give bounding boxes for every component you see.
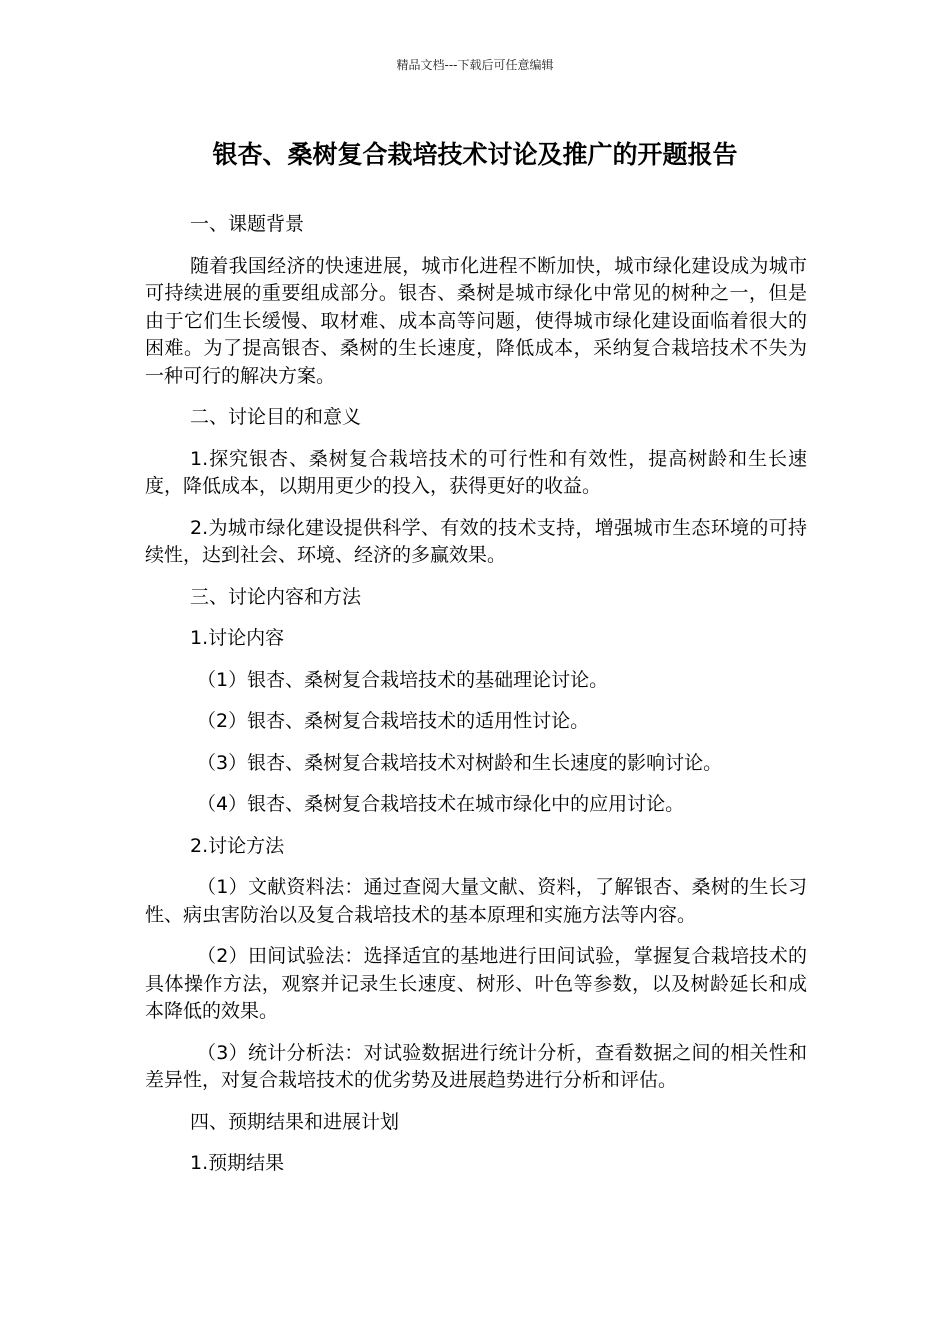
- page-header-watermark: 精品文档---下载后可任意编辑: [396, 58, 554, 72]
- section-heading-background: 一、课题背景: [190, 213, 305, 235]
- list-item-method-1: （1）文献资料法：通过查阅大量文献、资料，了解银杏、桑树的生长习性、病虫害防治以及复合栽培技术的基本原理和实施方法等内容。: [145, 876, 807, 926]
- subheading-expected-results: 1.预期结果: [190, 1152, 285, 1174]
- list-item-content-2: （2）银杏、桑树复合栽培技术的适用性讨论。: [197, 710, 590, 732]
- section-heading-purpose: 二、讨论目的和意义: [190, 406, 362, 428]
- paragraph-background: 随着我国经济的快速进展，城市化进程不断加快，城市绿化建设成为城市可持续进展的重要组成部分。银杏、桑树是城市绿化中常见的树种之一，但是由于它们生长缓慢、取材难、成本高等问题，使得城市绿化建设面临着很大的困难。为了提高银杏、桑树的生长速度，降低成本，采纳复合栽培技术不失为一种可行的解决方案。: [145, 254, 807, 387]
- section-heading-results-plan: 四、预期结果和进展计划: [190, 1110, 400, 1133]
- paragraph-purpose-1: 1.探究银杏、桑树复合栽培技术的可行性和有效性，提高树龄和生长速度，降低成本，以期用更少的投入，获得更好的收益。: [145, 447, 807, 497]
- paragraph-purpose-2: 2.为城市绿化建设提供科学、有效的技术支持，增强城市生态环境的可持续性，达到社会、环境、经济的多赢效果。: [145, 516, 807, 566]
- list-item-content-1: （1）银杏、桑树复合栽培技术的基础理论讨论。: [197, 668, 609, 691]
- list-item-content-4: （4）银杏、桑树复合栽培技术在城市绿化中的应用讨论。: [197, 793, 685, 815]
- subheading-research-content: 1.讨论内容: [190, 627, 285, 649]
- document-title: 银杏、桑树复合栽培技术讨论及推广的开题报告: [212, 140, 738, 169]
- list-item-method-3: （3）统计分析法：对试验数据进行统计分析，查看数据之间的相关性和差异性，对复合栽培技术的优劣势及进展趋势进行分析和评估。: [145, 1041, 807, 1091]
- document-body: [145, 211, 807, 1192]
- section-heading-content-methods: 三、讨论内容和方法: [190, 585, 362, 608]
- list-item-method-2: （2）田间试验法：选择适宜的基地进行田间试验，掌握复合栽培技术的具体操作方法，观察并记录生长速度、树形、叶色等参数，以及树龄延长和成本降低的效果。: [145, 945, 807, 1022]
- list-item-content-3: （3）银杏、桑树复合栽培技术对树龄和生长速度的影响讨论。: [197, 751, 723, 774]
- subheading-research-methods: 2.讨论方法: [190, 834, 285, 857]
